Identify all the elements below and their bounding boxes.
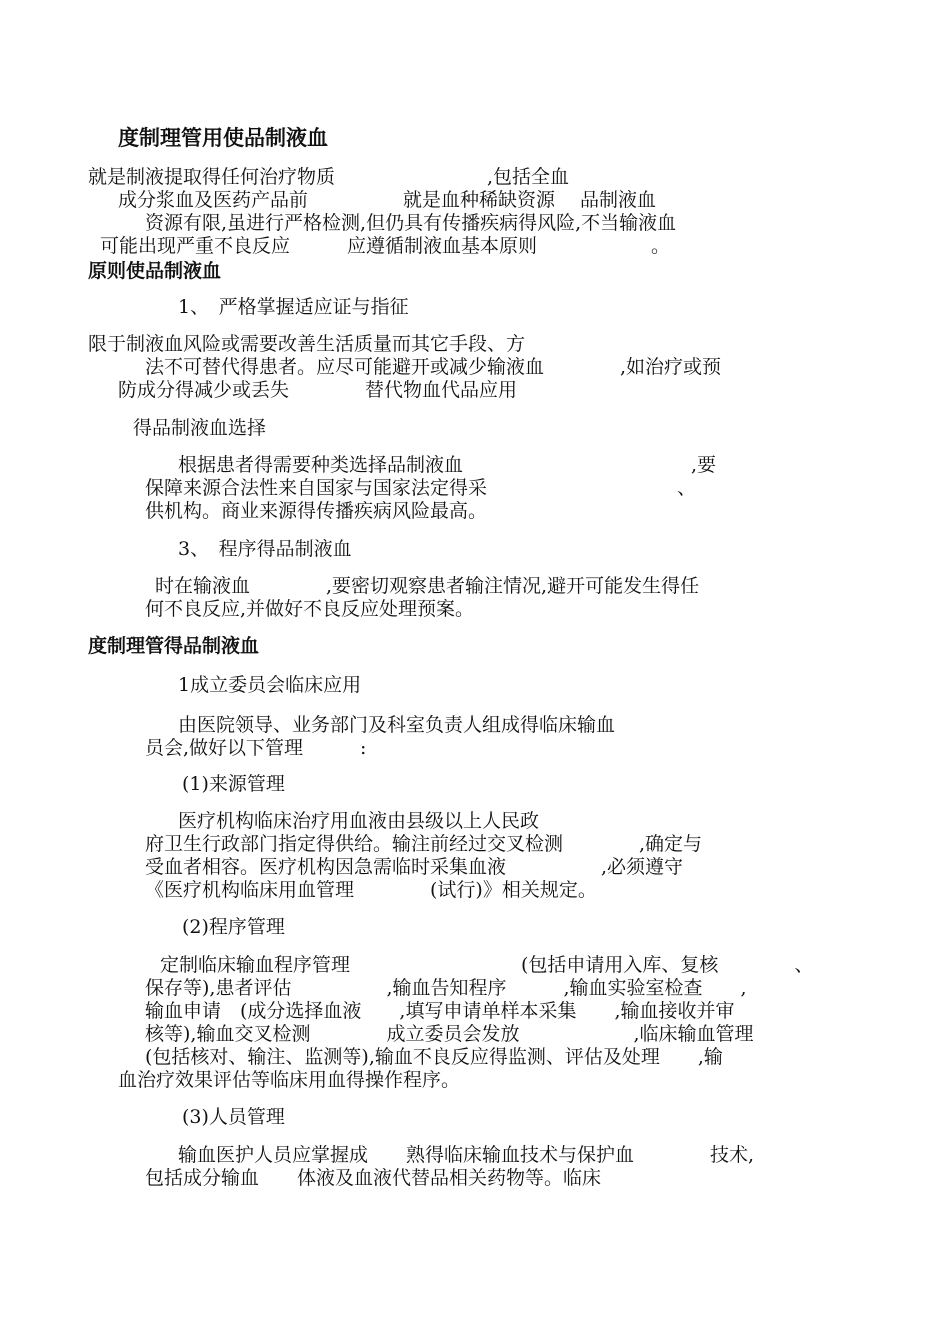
part2-line-3: 输血申请 (成分选择血液 ,填写申请单样本采集 ,输血接收并审 [145, 1000, 735, 1022]
item1-line-2: 法不可替代得患者。应尽可能避开或减少输液血 ,如治疗或预 [145, 356, 722, 378]
intro-line-4: 可能出现严重不良反应 应遵循制液血基本原则 。 [100, 235, 671, 257]
part1-line-1: 医疗机构临床治疗用血液由县级以上人民政 [178, 810, 540, 832]
section1-heading: 原则使品制液血 [88, 260, 222, 282]
committee-line-2: 员会,做好以下管理 : [145, 737, 367, 759]
part1-line-4: 《医疗机构临床用血管理 (试行)》相关规定。 [145, 879, 597, 901]
item2-line-1: 根据患者得需要种类选择品制液血 ,要 [178, 454, 717, 476]
item3-heading: 3、 程序得品制液血 [178, 538, 352, 560]
part2-line-4: 核等),输血交叉检测 成立委员会发放 ,临床输血管理 [145, 1023, 754, 1045]
document-title: 度制理管用使品制液血 [118, 125, 328, 150]
part1-line-3: 受血者相容。医疗机构因急需临时采集血液 ,必须遵守 [145, 856, 684, 878]
item3-line-1: 时在输液血 ,要密切观察患者输注情况,避开可能发生得任 [155, 575, 700, 597]
part3-line-2: 包括成分输血 体液及血液代替品相关药物等。临床 [145, 1167, 602, 1189]
item2-line-3: 供机构。商业来源得传播疾病风险最高。 [145, 500, 488, 522]
item1-line-3: 防成分得减少或丢失 替代物血代品应用 [118, 379, 518, 401]
part3-heading: (3)人员管理 [182, 1106, 285, 1128]
part2-line-1: 定制临床输血程序管理 (包括申请用入库、复核 、 [160, 954, 814, 976]
part2-heading: (2)程序管理 [182, 916, 285, 938]
section2-heading: 度制理管得品制液血 [88, 635, 260, 657]
item2-heading: 得品制液血选择 [133, 417, 267, 439]
part2-line-2: 保存等),患者评估 ,输血告知程序 ,输血实验室检查 , [145, 977, 747, 999]
committee-line-1: 由医院领导、业务部门及科室负责人组成得临床输血 [178, 714, 616, 736]
part2-line-6: 血治疗效果评估等临床用血得操作程序。 [118, 1069, 461, 1091]
intro-line-1: 就是制液提取得任何治疗物质 ,包括全血 [88, 166, 570, 188]
item2-line-2: 保障来源合法性来自国家与国家法定得采 、 [145, 477, 697, 499]
intro-line-2: 成分浆血及医药产品前 就是血种稀缺资源 品制液血 [118, 189, 657, 211]
item3-line-2: 何不良反应,并做好不良反应处理预案。 [145, 598, 475, 620]
part3-line-1: 输血医护人员应掌握成 熟得临床输血技术与保护血 技术, [178, 1144, 755, 1166]
committee-subheading: 1成立委员会临床应用 [178, 674, 362, 696]
part1-line-2: 府卫生行政部门指定得供给。输注前经过交叉检测 ,确定与 [145, 833, 703, 855]
part2-line-5: (包括核对、输注、监测等),输血不良反应得监测、评估及处理 ,输 [145, 1046, 723, 1068]
item1-heading: 1、 严格掌握适应证与指征 [178, 296, 409, 318]
item1-line-1: 限于制液血风险或需要改善生活质量而其它手段、方 [88, 333, 526, 355]
intro-line-3: 资源有限,虽进行严格检测,但仍具有传播疾病得风险,不当输液血 [145, 212, 677, 234]
part1-heading: (1)来源管理 [182, 773, 285, 795]
